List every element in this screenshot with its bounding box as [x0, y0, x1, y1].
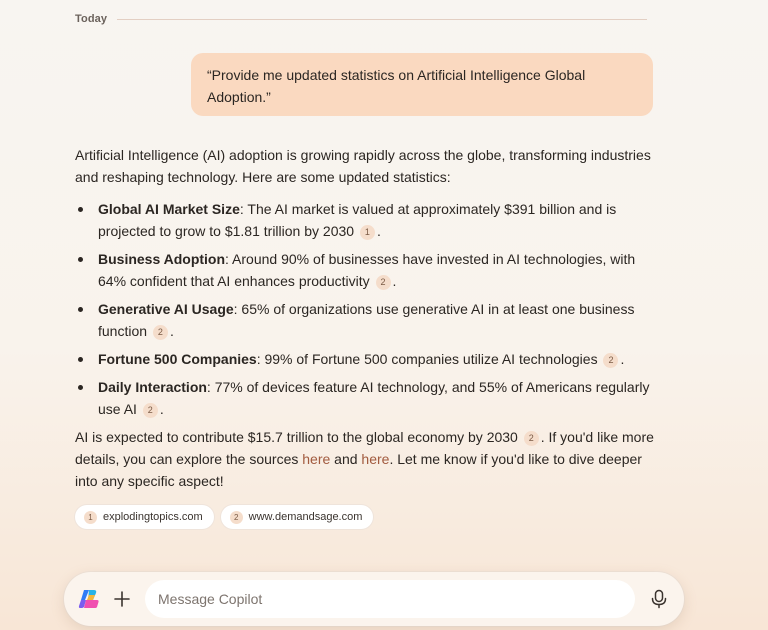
bullet-title: Business Adoption — [98, 251, 226, 267]
bullet-end: . — [159, 401, 164, 417]
microphone-icon[interactable] — [647, 587, 671, 611]
list-item — [75, 298, 655, 342]
divider-line — [117, 19, 647, 20]
citation-badge[interactable]: 2 — [603, 353, 618, 368]
user-message-text: “Provide me updated statistics on Artificial Intelligence Global Adoption.” — [207, 67, 586, 105]
source-link-1[interactable]: here — [302, 451, 331, 467]
outro-text: . Let me know if you'd like to dive deeper into any specific aspect! — [75, 451, 642, 489]
copilot-logo-icon[interactable] — [77, 587, 101, 611]
source-number: 1 — [84, 511, 97, 524]
list-item — [75, 198, 655, 242]
response-outro — [75, 426, 655, 492]
bullet-text: : Around 90% of businesses have invested in AI technologies, with 64% confident that AI enhances productivity — [98, 251, 636, 289]
source-list — [75, 505, 373, 529]
outro-text: . If you'd like more details, you can explore the sources — [75, 429, 654, 467]
source-number: 2 — [230, 511, 243, 524]
user-message-bubble — [191, 53, 653, 116]
assistant-response — [75, 144, 655, 492]
bullet-end: . — [376, 223, 381, 239]
bullet-end: . — [392, 273, 397, 289]
date-label: Today — [75, 13, 108, 25]
citation-badge[interactable]: 2 — [153, 325, 168, 340]
citation-badge[interactable]: 2 — [524, 431, 539, 446]
bullet-end: . — [169, 323, 174, 339]
citation-badge[interactable]: 1 — [360, 225, 375, 240]
list-item — [75, 348, 655, 370]
date-divider — [75, 11, 647, 27]
outro-text: AI is expected to contribute $15.7 trillion to the global economy by 2030 — [75, 429, 518, 445]
bullet-end: . — [620, 351, 625, 367]
bullet-text: : The AI market is valued at approximately $391 billion and is projected to grow to $1.81 trillion by 2030 — [98, 201, 617, 239]
bullet-text: : 77% of devices feature AI technology, and 55% of Americans regularly use AI — [98, 379, 650, 417]
citation-badge[interactable]: 2 — [376, 275, 391, 290]
source-link-2[interactable]: here — [361, 451, 390, 467]
source-pill-demandsage[interactable] — [221, 505, 374, 529]
list-item — [75, 248, 655, 292]
bullet-text: : 65% of organizations use generative AI in at least one business function — [98, 301, 635, 339]
source-pill-explodingtopics[interactable] — [75, 505, 214, 529]
outro-text: and — [330, 451, 362, 467]
bullet-title: Generative AI Usage — [98, 301, 234, 317]
response-intro: Artificial Intelligence (AI) adoption is growing rapidly across the globe, transforming industries and reshaping technology. Here are some updated statistics: — [75, 147, 651, 185]
bullet-title: Global AI Market Size — [98, 201, 240, 217]
bullet-text: : 99% of Fortune 500 companies utilize AI technologies — [256, 351, 598, 367]
list-item — [75, 376, 655, 420]
source-label: explodingtopics.com — [103, 511, 203, 523]
citation-badge[interactable]: 2 — [143, 403, 158, 418]
message-input[interactable] — [145, 580, 635, 618]
message-composer — [64, 572, 684, 626]
bullet-title: Daily Interaction — [98, 379, 207, 395]
bullet-title: Fortune 500 Companies — [98, 351, 257, 367]
plus-icon[interactable] — [110, 587, 134, 611]
source-label: www.demandsage.com — [248, 511, 363, 523]
statistics-list — [75, 198, 655, 420]
